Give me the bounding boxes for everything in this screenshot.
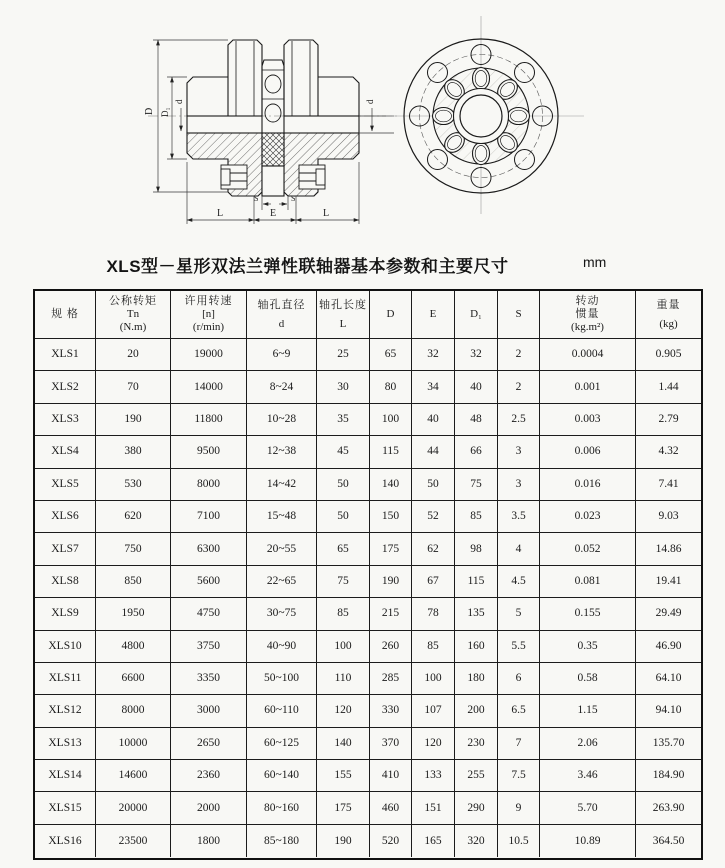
unit-label: mm [583,254,607,270]
table-row [35,760,701,792]
value-cell: 0.052 [540,533,636,565]
spec-cell: XLS15 [35,792,96,824]
dim-label-S-left: S [254,194,259,203]
page-title: XLS型－星形双法兰弹性联轴器基本参数和主要尺寸 [106,257,509,276]
value-cell: 50 [317,501,370,533]
title-bar [0,252,725,278]
value-cell: 620 [96,501,171,533]
spider-column [262,60,284,116]
value-cell: 48 [455,404,498,436]
table-header-row [35,291,701,339]
value-cell: 5 [498,598,540,630]
table-row [35,501,701,533]
right-flange-outline [284,40,318,116]
table-row [35,566,701,598]
value-cell: 155 [317,760,370,792]
value-cell: 0.001 [540,371,636,403]
value-cell: 190 [317,825,370,857]
value-cell: 20 [96,339,171,371]
left-bore [187,116,262,133]
spec-table [33,289,703,860]
value-cell: 190 [96,404,171,436]
value-cell: 0.155 [540,598,636,630]
value-cell: 14.86 [636,533,701,565]
right-clamp-screw [299,165,325,189]
value-cell: 120 [317,695,370,727]
right-hub-outline [318,77,359,116]
left-flange-outline [228,40,262,116]
value-cell: 4800 [96,631,171,663]
value-cell: 40~90 [247,631,317,663]
spec-cell: XLS3 [35,404,96,436]
value-cell: 50~100 [247,663,317,695]
value-cell: 98 [455,533,498,565]
header-bore-length: 轴孔长度 L [317,291,370,339]
value-cell: 320 [455,825,498,857]
value-cell: 19000 [171,339,247,371]
spec-cell: XLS4 [35,436,96,468]
value-cell: 40 [455,371,498,403]
value-cell: 1950 [96,598,171,630]
value-cell: 0.35 [540,631,636,663]
value-cell: 3 [498,436,540,468]
value-cell: 151 [412,792,455,824]
value-cell: 530 [96,469,171,501]
value-cell: 85 [412,631,455,663]
value-cell: 230 [455,728,498,760]
spec-cell: XLS9 [35,598,96,630]
table-row [35,631,701,663]
value-cell: 50 [317,469,370,501]
value-cell: 60~110 [247,695,317,727]
value-cell: 135 [455,598,498,630]
value-cell: 120 [412,728,455,760]
value-cell: 460 [370,792,412,824]
value-cell: 75 [317,566,370,598]
bolt-hole [428,63,448,83]
value-cell: 100 [317,631,370,663]
table-row [35,598,701,630]
value-cell: 30 [317,371,370,403]
value-cell: 25 [317,339,370,371]
value-cell: 29.49 [636,598,701,630]
left-hub-outline [187,77,228,116]
value-cell: 20~55 [247,533,317,565]
value-cell: 2650 [171,728,247,760]
value-cell: 7100 [171,501,247,533]
header-E: E [412,291,455,339]
value-cell: 15~48 [247,501,317,533]
value-cell: 150 [370,501,412,533]
header-D1: D₁ [455,291,498,339]
value-cell: 4750 [171,598,247,630]
value-cell: 175 [317,792,370,824]
value-cell: 850 [96,566,171,598]
value-cell: 180 [455,663,498,695]
value-cell: 5600 [171,566,247,598]
spec-cell: XLS2 [35,371,96,403]
dim-label-D: D [144,107,155,115]
value-cell: 2000 [171,792,247,824]
value-cell: 3000 [171,695,247,727]
value-cell: 6~9 [247,339,317,371]
value-cell: 4 [498,533,540,565]
value-cell: 65 [317,533,370,565]
value-cell: 52 [412,501,455,533]
table-row [35,695,701,727]
value-cell: 5.70 [540,792,636,824]
value-cell: 80~160 [247,792,317,824]
header-bore-diameter: 轴孔直径 d [247,291,317,339]
table-row [35,663,701,695]
value-cell: 0.0004 [540,339,636,371]
value-cell: 0.905 [636,339,701,371]
value-cell: 0.006 [540,436,636,468]
value-cell: 64.10 [636,663,701,695]
spec-cell: XLS14 [35,760,96,792]
value-cell: 12~38 [247,436,317,468]
value-cell: 67 [412,566,455,598]
value-cell: 10000 [96,728,171,760]
value-cell: 5.5 [498,631,540,663]
dim-label-S-right: S [291,194,296,203]
table-row [35,469,701,501]
dim-label-L-left: L [217,208,224,219]
dim-label-L-right: L [323,208,330,219]
value-cell: 8~24 [247,371,317,403]
spec-cell: XLS1 [35,339,96,371]
value-cell: 44 [412,436,455,468]
value-cell: 285 [370,663,412,695]
header-allowable-speed: 许用转速 [n] (r/min) [171,291,247,339]
spec-cell: XLS6 [35,501,96,533]
value-cell: 60~125 [247,728,317,760]
value-cell: 9.03 [636,501,701,533]
value-cell: 85 [455,501,498,533]
value-cell: 160 [455,631,498,663]
value-cell: 200 [455,695,498,727]
value-cell: 2360 [171,760,247,792]
value-cell: 140 [317,728,370,760]
table-row [35,728,701,760]
header-D: D [370,291,412,339]
value-cell: 3350 [171,663,247,695]
value-cell: 215 [370,598,412,630]
table-row [35,339,701,371]
value-cell: 85 [317,598,370,630]
value-cell: 184.90 [636,760,701,792]
header-S: S [498,291,540,339]
value-cell: 750 [96,533,171,565]
value-cell: 260 [370,631,412,663]
table-body [35,339,701,857]
value-cell: 115 [455,566,498,598]
dim-label-d-right: d [365,99,375,104]
value-cell: 10.89 [540,825,636,857]
value-cell: 380 [96,436,171,468]
table-row [35,825,701,857]
spider-section [262,133,284,166]
value-cell: 6300 [171,533,247,565]
value-cell: 165 [412,825,455,857]
value-cell: 6 [498,663,540,695]
left-clamp-screw [221,165,247,189]
cross-section-view [148,40,400,196]
spec-cell: XLS5 [35,469,96,501]
value-cell: 1.44 [636,371,701,403]
spec-cell: XLS8 [35,566,96,598]
value-cell: 2.79 [636,404,701,436]
value-cell: 364.50 [652,834,685,847]
value-cell: 330 [370,695,412,727]
value-cell: 8000 [96,695,171,727]
value-cell: 133 [412,760,455,792]
value-cell: 115 [370,436,412,468]
value-cell: 30~75 [247,598,317,630]
value-cell: 3750 [171,631,247,663]
value-cell: 520 [370,825,412,857]
dim-label-d-left: d [174,99,184,104]
value-cell: 175 [370,533,412,565]
value-cell: 32 [412,339,455,371]
value-cell: 190 [370,566,412,598]
value-cell: 3 [498,469,540,501]
table-row [35,436,701,468]
table-row [35,371,701,403]
value-cell: 135.70 [636,728,701,760]
value-cell: 6600 [96,663,171,695]
value-cell: 46.90 [636,631,701,663]
table-row [35,792,701,824]
value-cell: 2 [498,339,540,371]
spider-pin-lower [265,104,281,122]
value-cell: 32 [455,339,498,371]
value-cell: 80 [370,371,412,403]
table-row [35,533,701,565]
header-nominal-torque: 公称转矩 Tn (N.m) [96,291,171,339]
value-cell: 3.5 [498,501,540,533]
spec-cell: XLS16 [35,825,96,857]
table-row [35,404,701,436]
spec-cell: XLS7 [35,533,96,565]
value-cell: 35 [317,404,370,436]
value-cell: 20000 [96,792,171,824]
bore-circle [460,95,502,137]
value-cell: 9 [498,792,540,824]
value-cell: 410 [370,760,412,792]
value-cell: 2.5 [498,404,540,436]
value-cell: 11800 [171,404,247,436]
value-cell: 60~140 [247,760,317,792]
technical-drawing [0,0,725,245]
value-cell: 66 [455,436,498,468]
value-cell: 140 [370,469,412,501]
value-cell: 1.15 [540,695,636,727]
value-cell: 14600 [96,760,171,792]
value-cell: 40 [412,404,455,436]
value-cell: 0.023 [540,501,636,533]
spec-cell: XLS10 [35,631,96,663]
right-bore [284,116,359,133]
value-cell: 370 [370,728,412,760]
value-cell: 75 [455,469,498,501]
dim-label-D1: D₁ [160,107,170,117]
value-cell: 85~180 [247,825,317,857]
value-cell: 110 [317,663,370,695]
value-cell: 9500 [171,436,247,468]
value-cell: 0.016 [540,469,636,501]
value-cell: 4.5 [498,566,540,598]
value-cell: 65 [370,339,412,371]
header-weight: 重量 (kg) [636,291,701,339]
value-cell: 62 [412,533,455,565]
value-cell: 3.46 [540,760,636,792]
spider-lower [262,166,284,196]
value-cell: 10~28 [247,404,317,436]
spec-cell: XLS12 [35,695,96,727]
spec-cell: XLS13 [35,728,96,760]
value-cell: 100 [370,404,412,436]
value-cell: 45 [317,436,370,468]
value-cell: 70 [96,371,171,403]
value-cell: 0.003 [540,404,636,436]
value-cell: 107 [412,695,455,727]
value-cell: 255 [455,760,498,792]
value-cell: 0.58 [540,663,636,695]
value-cell: 22~65 [247,566,317,598]
header-spec: 规 格 [35,291,96,339]
value-cell: 14000 [171,371,247,403]
spec-cell: XLS11 [35,663,96,695]
front-view [386,16,584,214]
value-cell: 94.10 [636,695,701,727]
value-cell: 34 [412,371,455,403]
value-cell: 2 [498,371,540,403]
value-cell: 100 [412,663,455,695]
value-cell: 2.06 [540,728,636,760]
value-cell: 290 [455,792,498,824]
value-cell: 23500 [96,825,171,857]
value-cell: 0.081 [540,566,636,598]
value-cell: 19.41 [636,566,701,598]
value-cell: 7.41 [636,469,701,501]
value-cell: 1800 [171,825,247,857]
value-cell: 78 [412,598,455,630]
value-cell: 50 [412,469,455,501]
spider-pin-upper [265,75,281,93]
value-cell: 4.32 [636,436,701,468]
header-inertia: 转动 惯量 (kg.m²) [540,291,636,339]
value-cell: 7.5 [498,760,540,792]
value-cell: 263.90 [636,792,701,824]
value-cell: 10.5 [498,825,540,857]
value-cell: 8000 [171,469,247,501]
value-cell: 14~42 [247,469,317,501]
value-cell: 7 [498,728,540,760]
value-cell: 6.5 [498,695,540,727]
dim-label-E: E [270,208,277,219]
